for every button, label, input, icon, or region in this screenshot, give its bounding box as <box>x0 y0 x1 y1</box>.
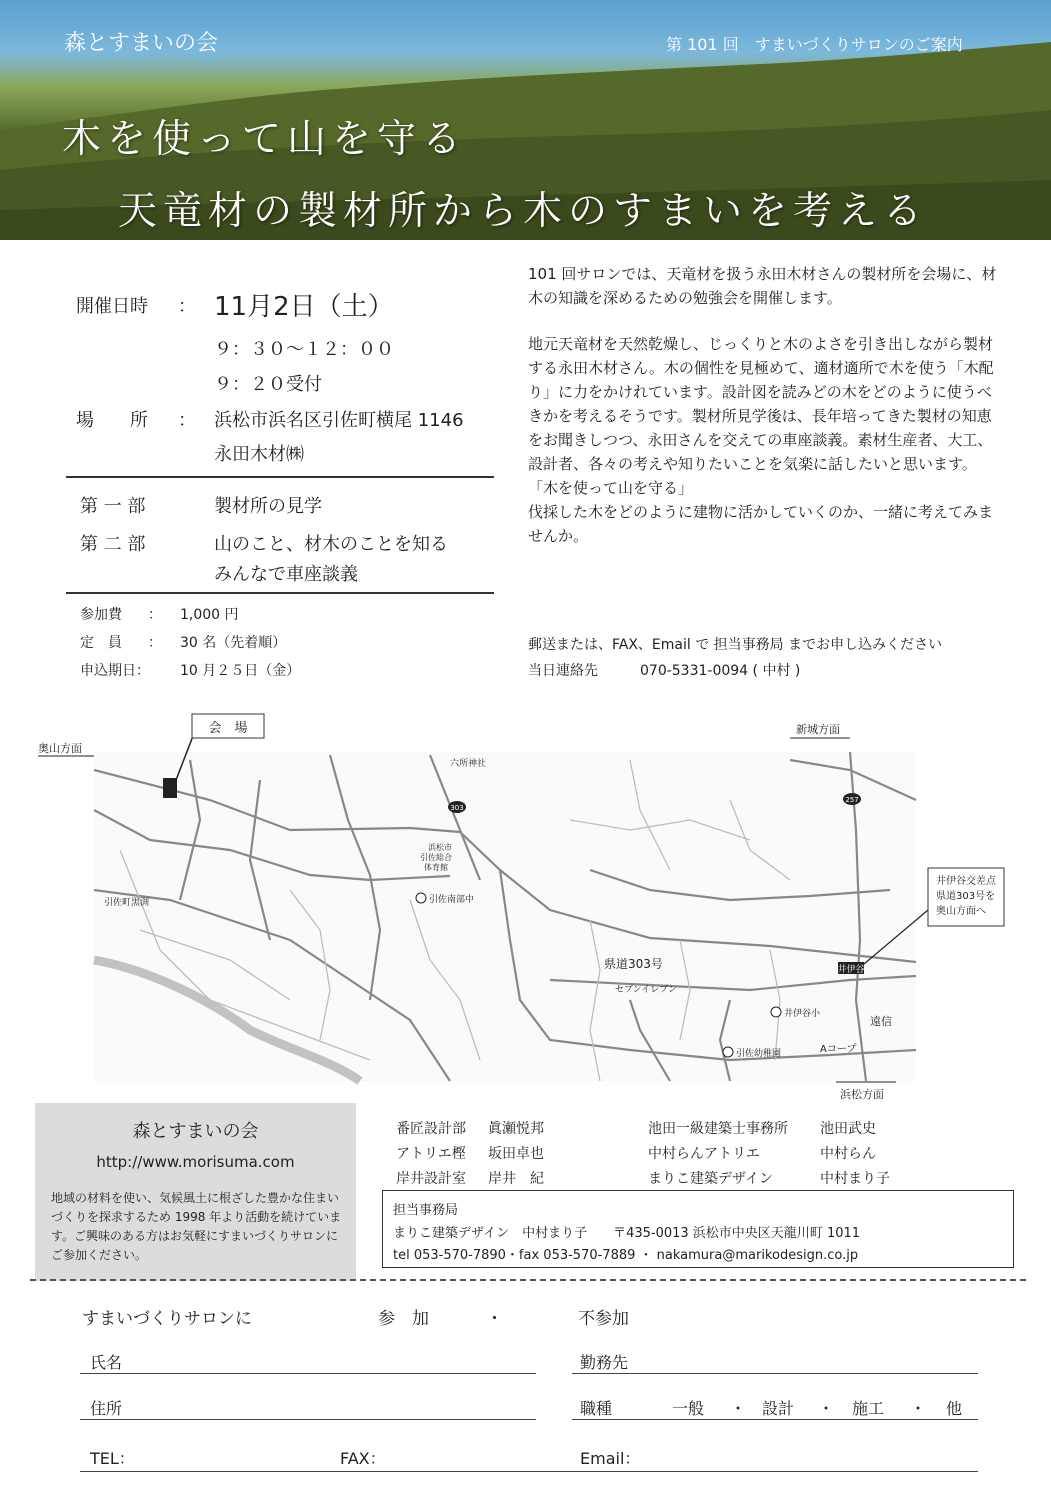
iinoya-school-label: 井伊谷小 <box>784 1009 821 1019</box>
description-paragraph: 伐採した木をどのように建物に活かしていくのか、一緒に考えてみませんか。 <box>528 503 994 545</box>
reception-time: ９：２０受付 <box>214 374 322 395</box>
name-line <box>80 1372 536 1374</box>
member-office: 中村らんアトリエ <box>648 1146 760 1162</box>
member-name: 坂田卓也 <box>488 1146 544 1162</box>
separator: ・ <box>730 1399 747 1418</box>
member-name: 眞瀬悦邦 <box>488 1121 544 1137</box>
route-shield-text: 303 <box>450 804 464 812</box>
separator: ・ <box>910 1399 927 1418</box>
colon: ： <box>178 296 196 317</box>
tel-label: TEL： <box>90 1449 135 1468</box>
email-field[interactable] <box>650 1446 970 1468</box>
event-date: 11月2日（土） <box>214 292 394 322</box>
description-paragraph: 地元天竜材を天然乾燥し、じっくりと木のよさを引き出しながら製材する永田木材さん。木の個性を見極めて、適材適所で木を使う「木配り」に力をかけれています。設計図を読みどの木をどのように使うべきかを考えるそうです。製材所見学後は、長年培ってきた製材の知恵をお聞きしつつ、永田さんを交えての車座談義。素材生産者、大工、設計者、各々の考えや知りたいことを気楽に話したいと思います。 <box>528 335 994 473</box>
tel-field[interactable] <box>150 1446 330 1468</box>
enshin-label: 遠信 <box>870 1015 892 1028</box>
shinshiro-label: 新城方面 <box>796 723 840 736</box>
office-title: 担当事務局 <box>393 1203 459 1218</box>
venue-address: 浜松市浜名区引佐町横尾 1146 <box>214 410 464 431</box>
description-paragraph: 101 回サロンでは、天竜材を扱う永田木材さんの製材所を会場に、材木の知識を深めるための勉強会を開催します。 <box>528 265 997 307</box>
job-option-design[interactable]: 設計 <box>762 1399 795 1418</box>
contact-instruction: 郵送または、FAX、Email で 担当事務局 までお申し込みください <box>528 637 943 653</box>
job-label: 職種 <box>580 1399 613 1418</box>
school-icon <box>771 1007 781 1017</box>
access-map <box>30 700 1030 1100</box>
fee-value: 1,000 円 <box>180 607 239 623</box>
org-box-description: 地域の材料を使い、気候風土に根ざした豊かな住まいづくりを探求するため 1998 年より活動を続けています。ご興味のある方はお気軽にすまいづくりサロンにご参加ください。 <box>51 1191 342 1262</box>
part2-label: 第 二 部 <box>80 534 146 555</box>
colon: ： <box>148 607 162 623</box>
school-label: 引佐南部中 <box>429 895 475 905</box>
form-heading: すまいづくりサロンに <box>82 1309 252 1329</box>
iinoya-sign-text: 井伊谷 <box>837 965 865 975</box>
school-icon <box>416 893 426 903</box>
gym-label: 浜松市 <box>428 843 452 852</box>
kurobuchi-label: 引佐町黒渕 <box>104 898 150 908</box>
seven-label: セブンイレブン <box>615 985 677 995</box>
address-line <box>80 1418 536 1420</box>
email-label: Email： <box>580 1449 641 1468</box>
fee-label: 参加費 <box>80 607 122 623</box>
member-office: アトリエ樫 <box>396 1146 466 1162</box>
org-box <box>35 1103 356 1281</box>
kindergarten-label: 引佐幼稚園 <box>736 1049 782 1059</box>
route-shield-text: 257 <box>845 796 859 804</box>
address-field[interactable] <box>140 1396 530 1418</box>
member-name: 中村らん <box>820 1146 876 1162</box>
date-label: 開催日時 <box>76 296 148 317</box>
member-name: 池田武史 <box>820 1121 876 1137</box>
org-name: 森とすまいの会 <box>64 31 219 56</box>
workplace-label: 勤務先 <box>580 1353 629 1372</box>
rokusho-label: 六所神社 <box>450 759 487 769</box>
event-time: ９：３０～１２：００ <box>214 339 394 360</box>
description-quote: 「木を使って山を守る」 <box>528 479 694 497</box>
note-text: 井伊谷交差点 <box>936 876 996 887</box>
fax-label: FAX： <box>340 1449 386 1468</box>
note-text: 奥山方面へ <box>936 906 986 917</box>
note-text: 県道303号を <box>936 891 996 902</box>
absent-option[interactable]: 不参加 <box>578 1309 629 1329</box>
salon-info: 第 101 回 すまいづくりサロンのご案内 <box>666 35 963 54</box>
capacity-label: 定 員 <box>80 635 122 651</box>
place-label: 場 所 <box>76 410 148 431</box>
deadline-value: 10 月２５日（金） <box>180 663 301 679</box>
part1-text: 製材所の見学 <box>214 496 322 517</box>
venue-callout-text: 会 場 <box>208 721 248 736</box>
route-label: 県道303号 <box>604 957 663 971</box>
deadline-label: 申込期日： <box>80 663 150 679</box>
job-option-other[interactable]: 他 <box>946 1399 963 1418</box>
member-office: 番匠設計部 <box>396 1121 466 1137</box>
org-box-name: 森とすまいの会 <box>132 1121 259 1142</box>
address-label: 住所 <box>90 1399 123 1418</box>
gym-label: 引佐総合 <box>420 853 452 862</box>
job-option-construction[interactable]: 施工 <box>852 1399 885 1418</box>
divider <box>66 592 494 594</box>
separator: ・ <box>486 1309 503 1329</box>
workplace-line <box>572 1372 978 1374</box>
hamamatsu-label: 浜松方面 <box>840 1088 884 1100</box>
workplace-field[interactable] <box>650 1350 970 1372</box>
fax-field[interactable] <box>400 1446 570 1468</box>
okuyama-label: 奥山方面 <box>38 742 82 755</box>
part2-text: 山のこと、材木のことを知る <box>214 534 448 555</box>
office-contact: tel 053-570-7890・fax 053-570-7889 ・ nakamura@marikodesign.co.jp <box>393 1248 859 1263</box>
member-office: 池田一級建築士事務所 <box>648 1121 788 1137</box>
header-banner <box>0 0 1051 240</box>
member-office: 岸井設計室 <box>396 1171 466 1187</box>
sub-title: 天竜材の製材所から木のすまいを考える <box>118 189 929 234</box>
contact-line <box>80 1470 978 1472</box>
attend-option[interactable]: 参 加 <box>378 1309 429 1329</box>
venue-marker <box>163 778 177 798</box>
school-icon <box>723 1047 733 1057</box>
name-field[interactable] <box>140 1350 530 1372</box>
venue-name: 永田木材㈱ <box>214 444 304 465</box>
gym-label: 体育館 <box>424 863 448 872</box>
org-url[interactable]: http://www.morisuma.com <box>96 1153 295 1171</box>
main-title: 木を使って山を守る <box>62 117 468 162</box>
name-label: 氏名 <box>90 1353 123 1372</box>
contact-label: 当日連絡先 <box>528 663 598 679</box>
member-name: 中村まり子 <box>820 1171 890 1187</box>
acoop-label: Aコープ <box>820 1044 857 1055</box>
description <box>528 262 1006 548</box>
part1-label: 第 一 部 <box>80 496 146 517</box>
separator: ・ <box>818 1399 835 1418</box>
member-office: まりこ建築デザイン <box>648 1171 774 1187</box>
part2-text: みんなで車座談義 <box>214 564 358 585</box>
contact-phone: 070-5331-0094 ( 中村 ) <box>640 663 801 679</box>
office-address: まりこ建築デザイン 中村まり子 〒435-0013 浜松市中央区天龍川町 1011 <box>393 1226 861 1241</box>
member-name: 岸井 紀 <box>488 1171 544 1187</box>
divider <box>66 476 494 478</box>
cut-line <box>30 1279 1026 1281</box>
colon: ： <box>178 410 196 431</box>
job-option-general[interactable]: 一般 <box>672 1399 705 1418</box>
capacity-value: 30 名（先着順） <box>180 635 287 651</box>
office-box <box>382 1190 1014 1268</box>
colon: ： <box>148 635 162 651</box>
